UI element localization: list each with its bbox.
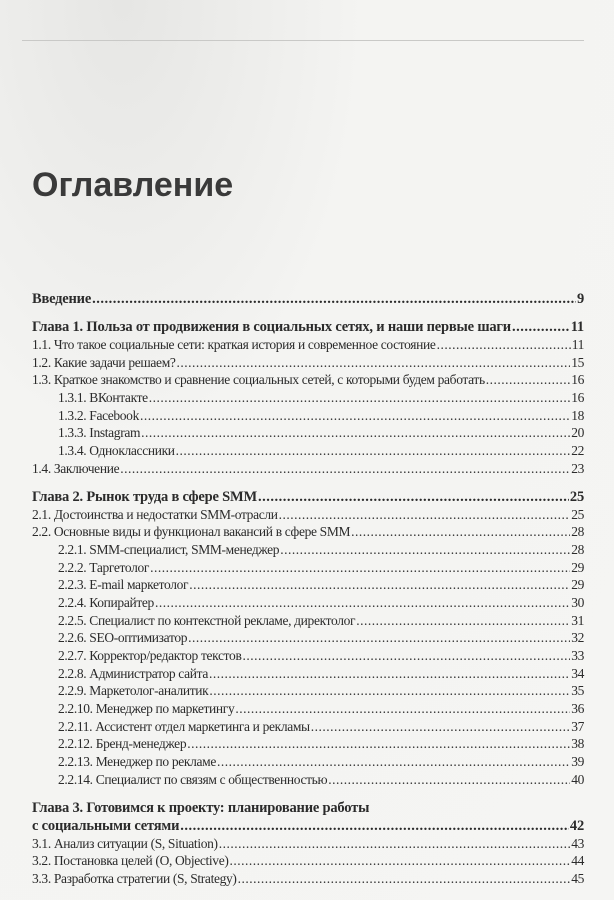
dot-leader [219,836,571,852]
toc-entry [32,719,584,737]
section-gap [32,309,584,319]
toc-page-number: 32 [571,630,584,646]
toc-page-number: 39 [571,754,584,770]
toc-page-number: 20 [571,425,584,441]
dot-leader [155,595,570,611]
toc-page-number: 33 [571,648,584,663]
toc-entry-title: 1.3.2. Facebook [58,407,139,423]
toc-entry [32,836,584,854]
toc-entry [32,648,584,666]
dot-leader [279,507,571,523]
toc-page-number: 28 [571,541,584,557]
section-gap [32,479,584,489]
toc-entry [32,443,584,461]
toc-page-number: 36 [571,701,584,717]
toc-page-number: 37 [571,718,584,734]
toc-page-number: 16 [571,372,584,388]
dot-leader [92,291,576,308]
dot-leader [149,390,570,406]
toc-page-number: 31 [571,612,584,628]
dot-leader [230,853,571,869]
toc-entry-title: Глава 3. Готовимся к проекту: планирование работы [32,799,370,816]
toc-entry-title: 1.3.1. ВКонтакте [58,390,148,406]
dot-leader [176,443,571,459]
dot-leader [238,871,571,887]
page-title: Оглавление [32,166,234,204]
toc-entry-title: 2.2.9. Маркетолог-аналитик [58,683,209,699]
toc-entry [32,507,584,525]
toc-entry-title: 2.2.10. Менеджер по маркетингу [58,701,235,717]
dot-leader [140,408,570,424]
dot-leader [328,772,570,788]
toc-chapter-entry [32,319,584,337]
toc-page-number: 29 [571,577,584,593]
toc-entry-title: с социальными сетями [32,817,180,834]
toc-entry-title: 2.2.12. Бренд-менеджер [58,736,187,752]
toc-page-number: 28 [571,524,584,540]
toc-entry-title: Глава 2. Рынок труда в сфере SMM [32,488,257,505]
toc-page-number: 22 [571,443,584,459]
toc-entry-title: 1.1. Что такое социальные сети: краткая история и современное состояние [32,337,436,352]
toc-chapter-entry [32,818,584,836]
toc-page-number: 40 [571,771,584,787]
toc-entry [32,701,584,719]
toc-entry [32,666,584,684]
toc-entry-title: 2.2.6. SEO-оптимизатор [58,630,188,646]
toc-entry-title: 1.3.3. Instagram [58,425,141,441]
toc-page-number: 35 [571,683,584,699]
toc-entry [32,754,584,772]
toc-entry [32,871,584,889]
toc-entry-title: 2.2. Основные виды и функционал вакансий в сфере SMM [32,524,351,540]
toc-page-number: 15 [571,354,584,370]
toc-entry-title: Введение [32,291,92,307]
toc-entry-title: 2.2.3. E-mail маркетолог [58,577,189,593]
dot-leader [486,372,570,388]
dot-leader [242,648,570,664]
toc-entry-title: 2.2.14. Специалист по связям с общественностью [58,771,328,787]
toc-page-number: 34 [571,665,584,681]
toc-entry [32,355,584,373]
dot-leader [209,666,570,682]
toc-page-number: 45 [571,870,584,886]
dot-leader [120,461,570,477]
toc-entry [32,461,584,479]
toc-entry [32,772,584,790]
toc-entry-title: 2.2.4. Копирайтер [58,594,154,610]
toc-page-number: 25 [569,488,584,505]
toc-page-number: 42 [569,817,584,834]
toc-page-number: 30 [571,594,584,610]
toc-entry [32,372,584,390]
dot-leader [177,355,571,371]
dot-leader [188,630,570,646]
toc-entry [32,577,584,595]
toc-page-number: 11 [571,337,584,352]
toc-entry [32,736,584,754]
toc-entry [32,560,584,578]
toc-page-number: 43 [571,835,584,851]
dot-leader [311,719,570,735]
toc-entry-title: 2.2.8. Администратор сайта [58,665,208,681]
toc-page-number: 29 [571,559,584,575]
toc-entry [32,425,584,443]
header-rule [22,40,584,41]
toc-page-number: 18 [571,407,584,423]
toc-entry-title: 2.2.11. Ассистент отдел маркетинга и рекламы [58,718,310,734]
dot-leader [437,337,571,353]
dot-leader [351,524,570,540]
toc-page-number: 9 [576,291,584,307]
dot-leader [235,701,570,717]
dot-leader [209,683,570,699]
toc-page-number: 25 [571,506,584,522]
toc-entry-title: Глава 1. Польза от продвижения в социальных сетях, и наши первые шаги [32,319,511,335]
toc-page-number: 11 [570,319,584,335]
toc-entry [32,337,584,355]
toc-entry [32,613,584,631]
toc-entry-title: 3.2. Постановка целей (O, Objective) [32,853,229,869]
dot-leader [217,754,570,770]
toc-chapter-entry [32,800,584,818]
dot-leader [512,319,570,336]
toc-entry-title: 1.4. Заключение [32,460,120,476]
toc-entry [32,524,584,542]
toc-chapter-entry [32,489,584,507]
dot-leader [356,613,570,629]
toc-entry-title: 2.1. Достоинства и недостатки SMM-отрасли [32,506,278,522]
toc-entry [32,853,584,871]
toc-entry-title: 2.2.5. Специалист по контекстной рекламе, директолог [58,612,356,628]
dot-leader [150,560,570,576]
toc-entry-title: 3.3. Разработка стратегии (S, Strategy) [32,870,237,886]
toc-entry [32,630,584,648]
toc-entry-title: 1.3.4. Одноклассники [58,443,175,459]
toc-page-number: 16 [571,390,584,406]
dot-leader [180,818,569,835]
toc-page-number: 44 [571,853,584,869]
toc-entry [32,595,584,613]
section-gap [32,790,584,800]
dot-leader [280,542,570,558]
toc-entry [32,542,584,560]
dot-leader [187,736,570,752]
toc-chapter-entry [32,291,584,309]
toc-entry-title: 2.2.7. Корректор/редактор текстов [58,648,242,663]
dot-leader [141,425,570,441]
dot-leader [258,489,569,506]
dot-leader [189,577,570,593]
toc-entry [32,408,584,426]
toc-entry-title: 3.1. Анализ ситуации (S, Situation) [32,835,218,851]
toc-entry-title: 2.2.2. Таргетолог [58,559,150,575]
toc-entry-title: 1.2. Какие задачи решаем? [32,354,176,370]
toc-page-number: 38 [571,736,584,752]
toc-entry-title: 1.3. Краткое знакомство и сравнение социальных сетей, с которыми будем работать [32,372,485,388]
toc-entry-title: 2.2.13. Менеджер по рекламе [58,754,216,770]
toc-entry [32,683,584,701]
toc-entry-title: 2.2.1. SMM-специалист, SMM-менеджер [58,541,280,557]
toc-page-number: 23 [571,460,584,476]
toc-entry [32,390,584,408]
table-of-contents [32,291,584,889]
